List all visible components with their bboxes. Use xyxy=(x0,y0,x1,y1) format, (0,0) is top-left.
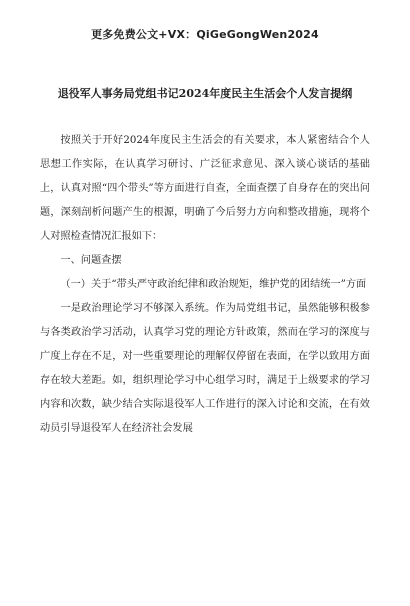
document-body xyxy=(40,129,370,441)
intro-paragraph: 按照关于开好2024年度民主生活会的有关要求，本人紧密结合个人思想工作实际，在认真学习研讨、广泛征求意见、深入谈心谈话的基础上，认真对照“四个带头”等方面进行自查，全面查摆了自身存在的突出问题，深刻剖析问题产生的根源，明确了今后努力方向和整改措施，现将个人对照检查情况汇报如下： xyxy=(40,135,370,242)
body-paragraph: 一是政治理论学习不够深入系统。作为局党组书记，虽然能够积极参与各类政治学习活动，认真学习党的理论方针政策，然而在学习的深度与广度上存在不足，对一些重要理论的理解仅停留在表面，在学以致用方面存在较大差距。如，组织理论学习中心组学习时，满足于上级要求的学习内容和次数，缺少结合实际退役军人工作进行的深入讨论和交流，在有效动员引导退役军人在经济社会发展 xyxy=(40,303,370,434)
document-title: 退役军人事务局党组书记2024年度民主生活会个人发言提纲 xyxy=(57,87,353,100)
subsection-heading: （一）关于“带头严守政治纪律和政治规矩，维护党的团结统一”方面 xyxy=(60,279,367,290)
document-page xyxy=(0,26,410,606)
section-heading: 一、问题查摆 xyxy=(60,255,122,266)
page-header: 更多免费公文+VX：QiGeGongWen2024 xyxy=(91,28,319,41)
